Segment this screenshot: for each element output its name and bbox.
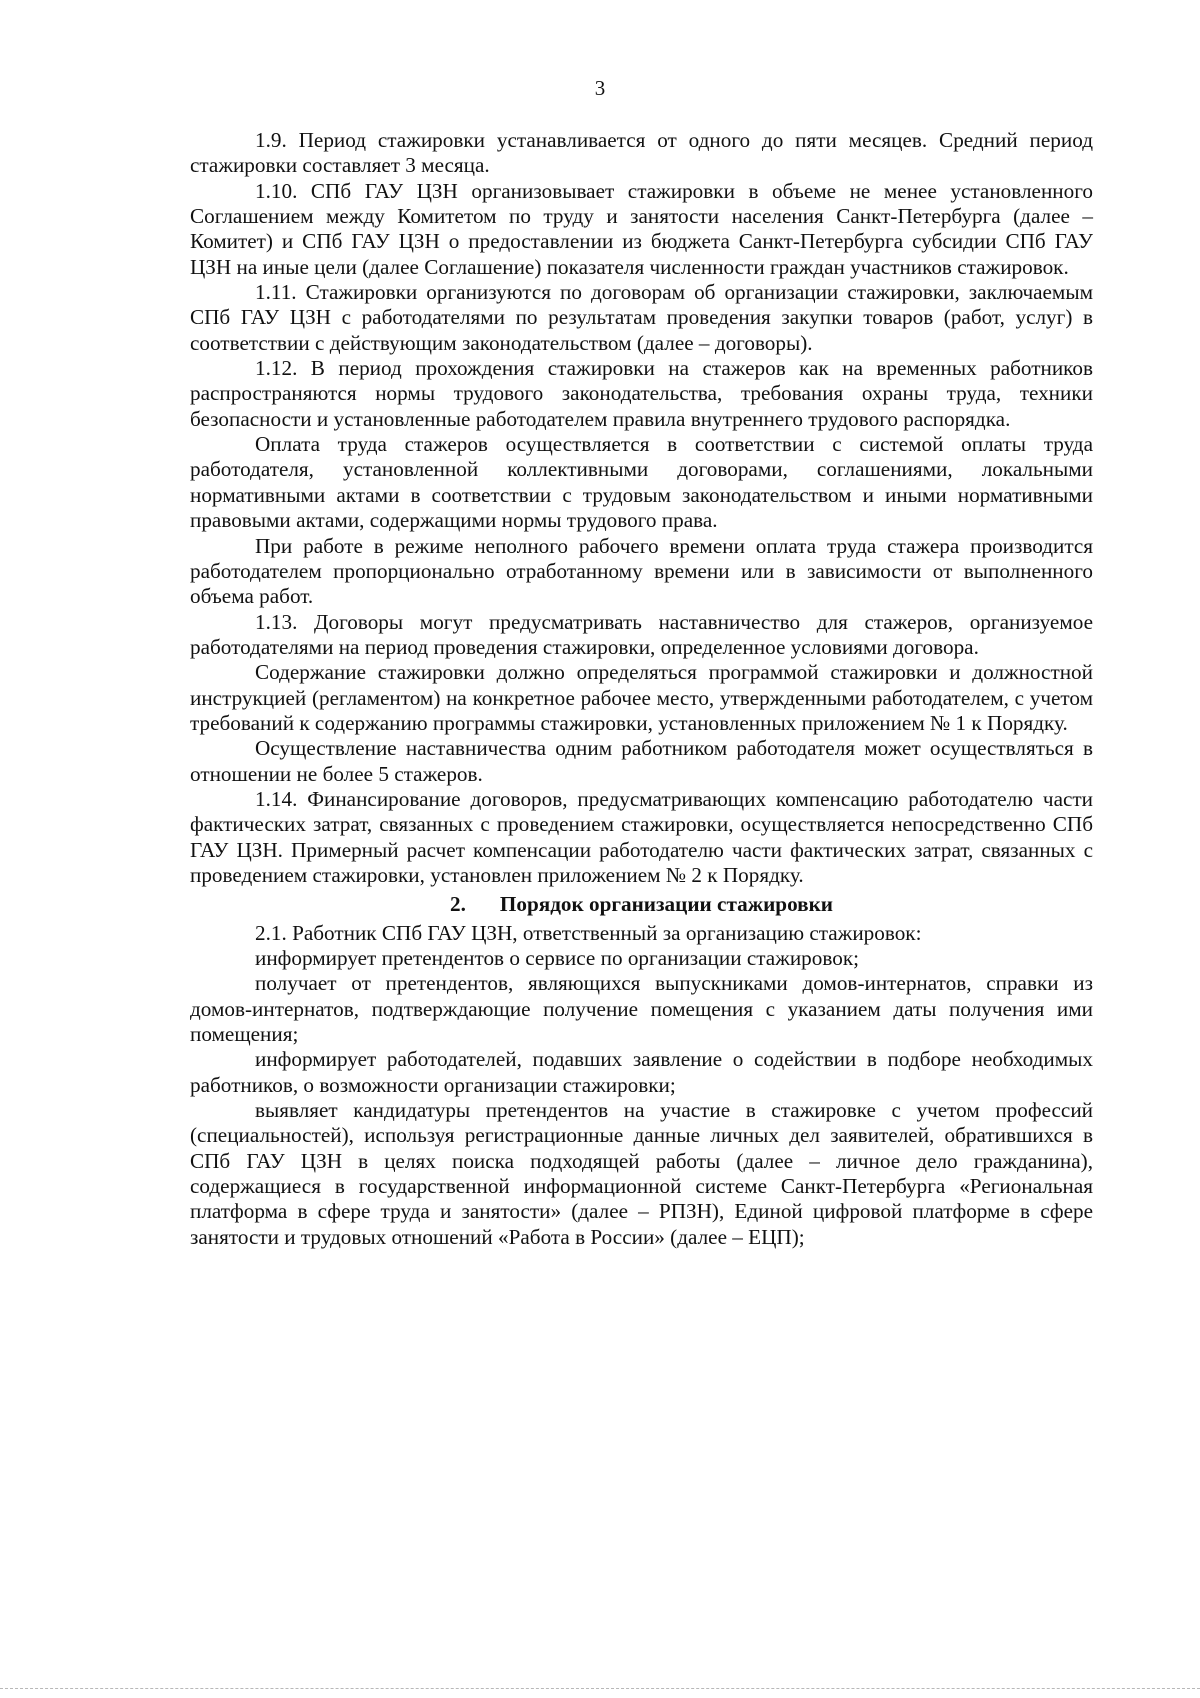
paragraph-wage-payment: Оплата труда стажеров осуществляется в соответствии с системой оплаты труда работодателя, установленной коллективными договорами, соглашениями, локальными нормативными актами в соответствии с трудовым законодательством и иными нормативными правовыми актами, содержащими нормы трудового права. [190,432,1093,533]
document-body [190,128,1093,1250]
paragraph-part-time-work: При работе в режиме неполного рабочего времени оплата труда стажера производится работодателем пропорционально отработанному времени или в зависимости от выполненного объема работ. [190,533,1093,609]
paragraph-1-11: 1.11. Стажировки организуются по договорам об организации стажировки, заключаемым СПб ГАУ ЦЗН с работодателями по результатам проведения закупки товаров (работ, услуг) в соответствии с действующим законодательством (далее – договоры). [190,280,1093,355]
list-item-informs-applicants: информирует претендентов о сервисе по организации стажировок; [255,946,859,970]
paragraph-internship-content: Содержание стажировки должно определяться программой стажировки и должностной инструкцией (регламентом) на конкретное рабочее место, утвержденными работодателем, с учетом требований к содержанию программы стажировки, установленных приложением № 1 к Порядку. [190,660,1093,735]
paragraph-1-12: 1.12. В период прохождения стажировки на стажеров как на временных работников распространяются нормы трудового законодательства, требования охраны труда, техники безопасности и установленные работодателем правила внутреннего трудового распорядка. [190,356,1093,431]
section-number: 2. [449,892,466,917]
page-number: 3 [594,76,606,100]
paragraph-1-14: 1.14. Финансирование договоров, предусматривающих компенсацию работодателю части фактических затрат, связанных с проведением стажировки, осуществляется непосредственно СПб ГАУ ЦЗН. Примерный расчет компенсации работодателю части фактических затрат, связанных с проведением стажировки, установлен приложением № 2 к Порядку. [190,786,1093,887]
scan-bottom-edge [0,1688,1200,1689]
list-item-identifies-candidates: выявляет кандидатуры претендентов на участие в стажировке с учетом профессий (специальностей), используя регистрационные данные личных дел заявителей, обратившихся в СПб ГАУ ЦЗН в целях поиска подходящей работы (далее – личное дело гражданина), содержащиеся в государственной информационной системе Санкт-Петербурга «Региональная платформа в сфере труда и занятости» (далее – РПЗН), Единой цифровой платформе в сфере занятости и трудовых отношений «Работа в России» (далее – ЕЦП); [190,1098,1093,1249]
paragraph-mentorship-limit: Осуществление наставничества одним работником работодателя может осуществляться в отношении не более 5 стажеров. [190,736,1093,786]
paragraph-2-1: 2.1. Работник СПб ГАУ ЦЗН, ответственный за организацию стажировок: [255,920,922,945]
paragraph-1-13: 1.13. Договоры могут предусматривать наставничество для стажеров, организуемое работодателями на период проведения стажировки, определенное условиями договора. [190,609,1093,659]
paragraph-1-9: 1.9. Период стажировки устанавливается от одного до пяти месяцев. Средний период стажировки составляет 3 месяца. [190,128,1093,178]
list-item-receives-certificates: получает от претендентов, являющихся выпускниками домов-интернатов, справки из домов-интернатов, подтверждающие получение помещения с указанием даты получения ими помещения; [190,971,1093,1047]
section-title: Порядок организации стажировки [499,892,833,917]
paragraph-1-10: 1.10. СПб ГАУ ЦЗН организовывает стажировки в объеме не менее установленного Соглашением между Комитетом по труду и занятости населения Санкт-Петербурга (далее – Комитет) и СПб ГАУ ЦЗН о предоставлении из бюджета Санкт-Петербурга субсидии СПб ГАУ ЦЗН на иные цели (далее Соглашение) показателя численности граждан участников стажировок. [190,178,1093,279]
section-heading [190,888,1093,920]
list-item-informs-employers: информирует работодателей, подавших заявление о содействии в подборе необходимых работников, о возможности организации стажировки; [190,1047,1093,1097]
